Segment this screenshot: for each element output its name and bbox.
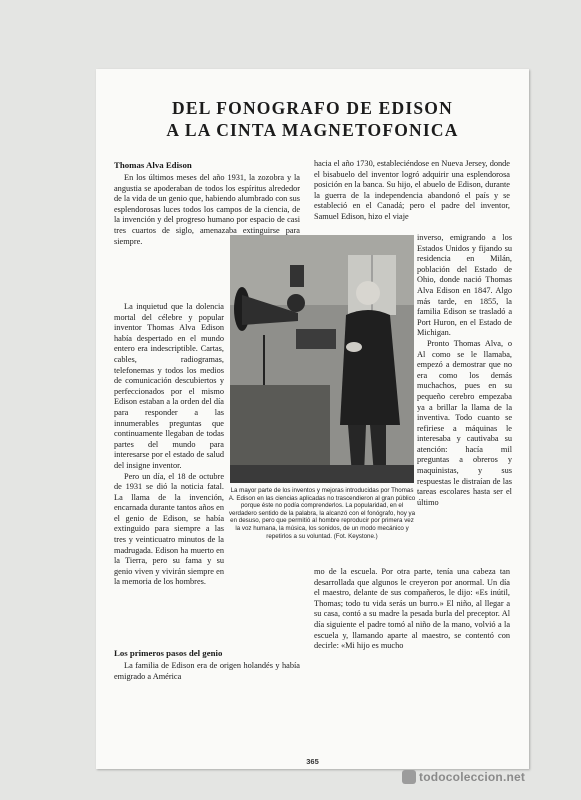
column-left-top xyxy=(114,159,300,247)
title-line-2: A LA CINTA MAGNETOFONICA xyxy=(166,120,459,140)
column-left-narrow xyxy=(114,302,224,588)
photo-edison-phonograph xyxy=(230,235,414,483)
watermark xyxy=(402,770,525,784)
paragraph-inquietud: La inquietud que la dolencia mortal del célebre y popular inventor Thomas Alva Edison había despertado en el mundo entero era indescriptible. Cartas, cables, radiogramas, telefonemas y todos los medios de comunicación descubiertos y perfeccionados por el mismo Edison estaban a la orden del día para responder a las innumerables preguntas que continuamente llegaban de todas partes del mundo para interesarse por el estado de salud del insigne inventor. xyxy=(114,302,224,470)
column-right-narrow xyxy=(417,233,512,508)
column-left-bottom xyxy=(114,641,300,682)
watermark-logo-icon xyxy=(402,770,416,784)
paragraph-familia: La familia de Edison era de origen holandés y había emigrado a América xyxy=(114,661,300,681)
page-number: 365 xyxy=(306,757,319,766)
photo-caption: La mayor parte de los inventos y mejoras introducidas por Thomas A. Edison en las ciencias aplicadas no trascendieron al gran público porque éste no podía comprenderlos. La popularidad, en el verdadero sentido de la palabra, la alcanzó con el fonógrafo, hoy ya en desuso, pero que permitió al hombre reproducir por primera vez la voz humana, la música, los sonidos, de un modo mecánico y repetirlos a su voluntad. (Fot. Keystone.) xyxy=(228,487,416,540)
paragraph-infancia: Pronto Thomas Alva, o Al como se le llamaba, empezó a demostrar que no era como los demás muchachos, pues en su pequeño cerebro empezaba ya a brillar la llama de la inventiva. Todo cuanto se refiriese a máquinas le interesaba y cautivaba su atención: hacía mil preguntas a obreros y maquinistas, y sus respuestas le distraían de las tareas escolares hasta ser el último xyxy=(417,338,512,507)
photo-illustration xyxy=(230,235,414,483)
magazine-page xyxy=(96,69,529,769)
paragraph-escuela: mo de la escuela. Por otra parte, tenía una cabeza tan desarrollada que algunos le creyeron por anormal. Un día el maestro, delante de sus compañeros, le dijo: «Es inútil, Thomas; todo tu vida serás un burro.» El niño, al llegar a su casa, contó a su madre la pesada burla del preceptor. Al día siguiente el padre tomó al niño de la mano, volvió a la escuela y, llamando aparte al maestro, se contentó con decirle: «Mi hijo es mucho xyxy=(314,567,510,651)
section-heading-primeros-pasos: Los primeros pasos del genio xyxy=(114,648,223,658)
paragraph-intro: En los últimos meses del año 1931, la zozobra y la angustia se apoderaban de todos los espíritus alrededor de la vida de un genio que, habiendo alumbrado con sus esplendorosas luces todos los campos de la ciencia, de la invención y del progreso humano por espacio de casi tres cuartos de siglo, amenazaba extinguirse para siempre. xyxy=(114,173,300,246)
column-right-top xyxy=(314,159,510,223)
column-right-bottom xyxy=(314,567,510,652)
watermark-text: todocoleccion.net xyxy=(419,770,526,784)
paragraph-emigracion: inverso, emigrando a los Estados Unidos y fijando su residencia en Milán, población del Estado de Ohio, donde nació Thomas Alva Edison en 1847. Algo más tarde, en 1855, la familia Edison se trasladó a Port Huron, en el Estado de Michigan. xyxy=(417,233,512,338)
paragraph-origen: hacia el año 1730, estableciéndose en Nueva Jersey, donde el bisabuelo del inventor logró adquirir una esplendorosa posición en la banca. Su hijo, el abuelo de Edison, durante la guerra de la independencia abandonó el país y se estableció en el Canadá; pero el padre del inventor, Samuel Edison, hizo el viaje xyxy=(314,159,510,221)
title-line-1: DEL FONOGRAFO DE EDISON xyxy=(172,98,453,118)
section-heading-edison: Thomas Alva Edison xyxy=(114,160,192,170)
paragraph-muerte: Pero un día, el 18 de octubre de 1931 se dió la noticia fatal. La llama de la invención, encarnada durante tantos años en el genio de Edison, se había extinguido para siempre a las tres y veinticuatro minutos de la madrugada. Edison ha muerto en la Tierra, pero su fama y su genio viven y vivirán siempre en la memoria de los hombres. xyxy=(114,471,224,587)
article-title xyxy=(96,97,529,141)
